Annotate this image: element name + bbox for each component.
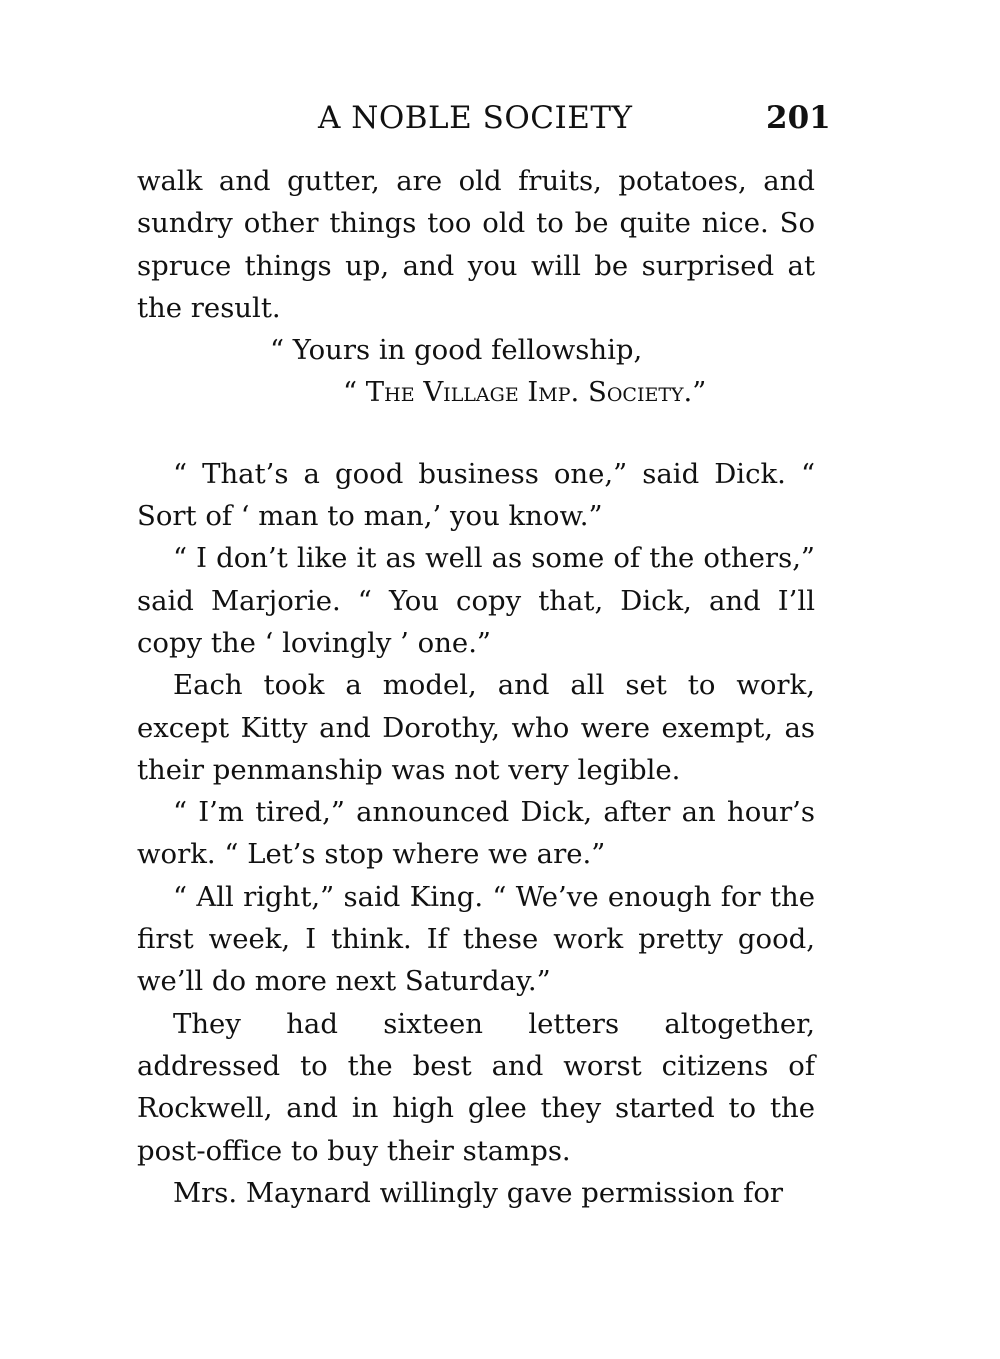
paragraph: “ I’m tired,” announced Dick, after an hour’s work. “ Let’s stop where we are.” xyxy=(137,796,815,871)
paragraph-continued: Mrs. Maynard willingly gave permission for xyxy=(173,1176,784,1209)
paragraph: They had sixteen letters altogether, addressed to the best and worst citizens of Rockwell, and in high glee they started to the post-office to buy their stamps. xyxy=(137,1007,815,1167)
paragraph: “ All right,” said King. “ We’ve enough for the first week, I think. If these work pretty good, we’ll do more next Saturday.” xyxy=(137,880,815,998)
paragraph: “ I don’t like it as well as some of the others,” said Marjorie. “ You copy that, Dick, and I’ll copy the ‘ lovingly ’ one.” xyxy=(137,542,815,659)
paragraph: Each took a model, and all set to work, except Kitty and Dorothy, who were exempt, as their penmanship was not very legible. xyxy=(137,669,815,786)
running-head xyxy=(0,100,1000,146)
running-title: A NOBLE SOCIETY xyxy=(318,100,633,136)
signoff-signature: “ The Village Imp. Society.” xyxy=(343,376,707,409)
signoff-closing: “ Yours in good fellowship, xyxy=(270,334,643,367)
page-number: 201 xyxy=(766,100,831,136)
paragraph-letter-end: walk and gutter, are old fruits, potatoes, and sundry other things too old to be quite nice. So spruce things up, and you will be surprised at the result. xyxy=(137,165,815,324)
section-gap xyxy=(137,414,815,453)
body-text xyxy=(137,160,815,1214)
paragraph: “ That’s a good business one,” said Dick. “ Sort of ‘ man to man,’ you know.” xyxy=(137,457,815,533)
